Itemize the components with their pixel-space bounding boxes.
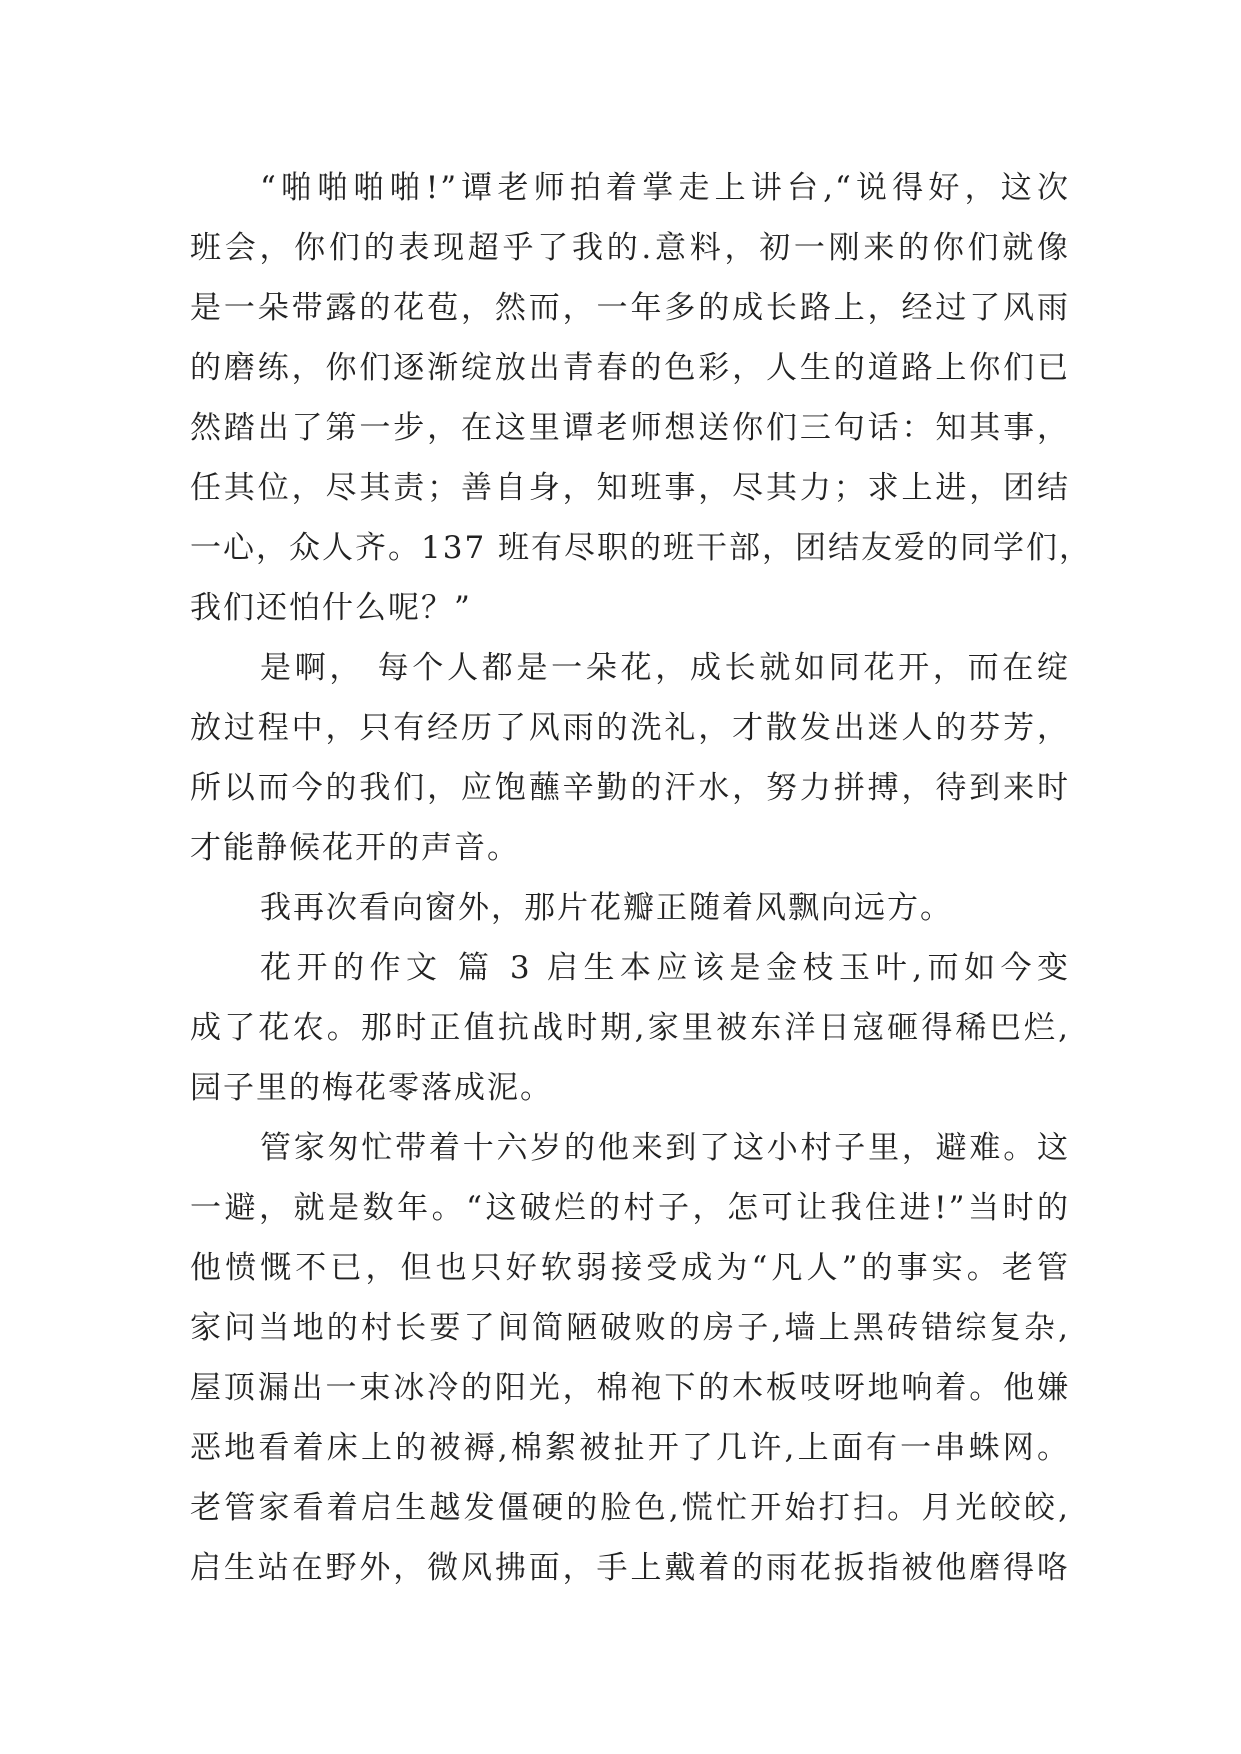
paragraph-line: 家问当地的村长要了间简陋破败的房子,墙上黑砖错综复杂, xyxy=(190,1310,1070,1346)
paragraph-line: 一避，就是数年。“这破烂的村子，怎可让我住进!”当时的 xyxy=(190,1190,1070,1226)
section-heading-line: 花开的作文 篇 3 启生本应该是金枝玉叶,而如今变 xyxy=(260,950,1070,986)
paragraph-line: 是啊， 每个人都是一朵花，成长就如同花开，而在绽 xyxy=(260,650,1070,686)
essay-body xyxy=(190,158,1093,1598)
paragraph-line: 园子里的梅花零落成泥。 xyxy=(190,1070,553,1106)
paragraph-line: 管家匆忙带着十六岁的他来到了这小村子里，避难。这 xyxy=(260,1130,1070,1166)
paragraph-line: “啪啪啪啪!”谭老师拍着掌走上讲台,“说得好，这次 xyxy=(260,170,1070,206)
paragraph-line: 一心，众人齐。137 班有尽职的班干部，团结友爱的同学们， xyxy=(190,530,1093,566)
paragraph-line: 成了花农。那时正值抗战时期,家里被东洋日寇砸得稀巴烂, xyxy=(190,1010,1070,1046)
paragraph-line: 所以而今的我们，应饱蘸辛勤的汗水，努力拼搏，待到来时 xyxy=(190,770,1070,806)
paragraph-line: 我们还怕什么呢？” xyxy=(190,590,472,626)
paragraph-line: 班会，你们的表现超乎了我的.意料，初一刚来的你们就像 xyxy=(190,230,1070,266)
paragraph-line: 的磨练，你们逐渐绽放出青春的色彩，人生的道路上你们已 xyxy=(190,350,1070,386)
paragraph-line: 然踏出了第一步，在这里谭老师想送你们三句话：知其事， xyxy=(190,410,1070,446)
paragraph-line: 放过程中，只有经历了风雨的洗礼，才散发出迷人的芬芳， xyxy=(190,710,1070,746)
paragraph-line: 屋顶漏出一束冰冷的阳光，棉袍下的木板吱呀地响着。他嫌 xyxy=(190,1370,1070,1406)
paragraph-line: 他愤慨不已，但也只好软弱接受成为“凡人”的事实。老管 xyxy=(190,1250,1070,1286)
paragraph-line: 老管家看着启生越发僵硬的脸色,慌忙开始打扫。月光皎皎, xyxy=(190,1490,1070,1526)
paragraph-line: 才能静候花开的声音。 xyxy=(190,830,520,866)
paragraph-line: 启生站在野外，微风拂面，手上戴着的雨花扳指被他磨得咯 xyxy=(190,1550,1070,1586)
paragraph-line: 恶地看着床上的被褥,棉絮被扯开了几许,上面有一串蛛网。 xyxy=(190,1430,1070,1466)
paragraph-line: 我再次看向窗外，那片花瓣正随着风飘向远方。 xyxy=(260,890,953,926)
paragraph-line: 是一朵带露的花苞，然而，一年多的成长路上，经过了风雨 xyxy=(190,290,1070,326)
paragraph-line: 任其位，尽其责；善自身，知班事，尽其力；求上进，团结 xyxy=(190,470,1070,506)
